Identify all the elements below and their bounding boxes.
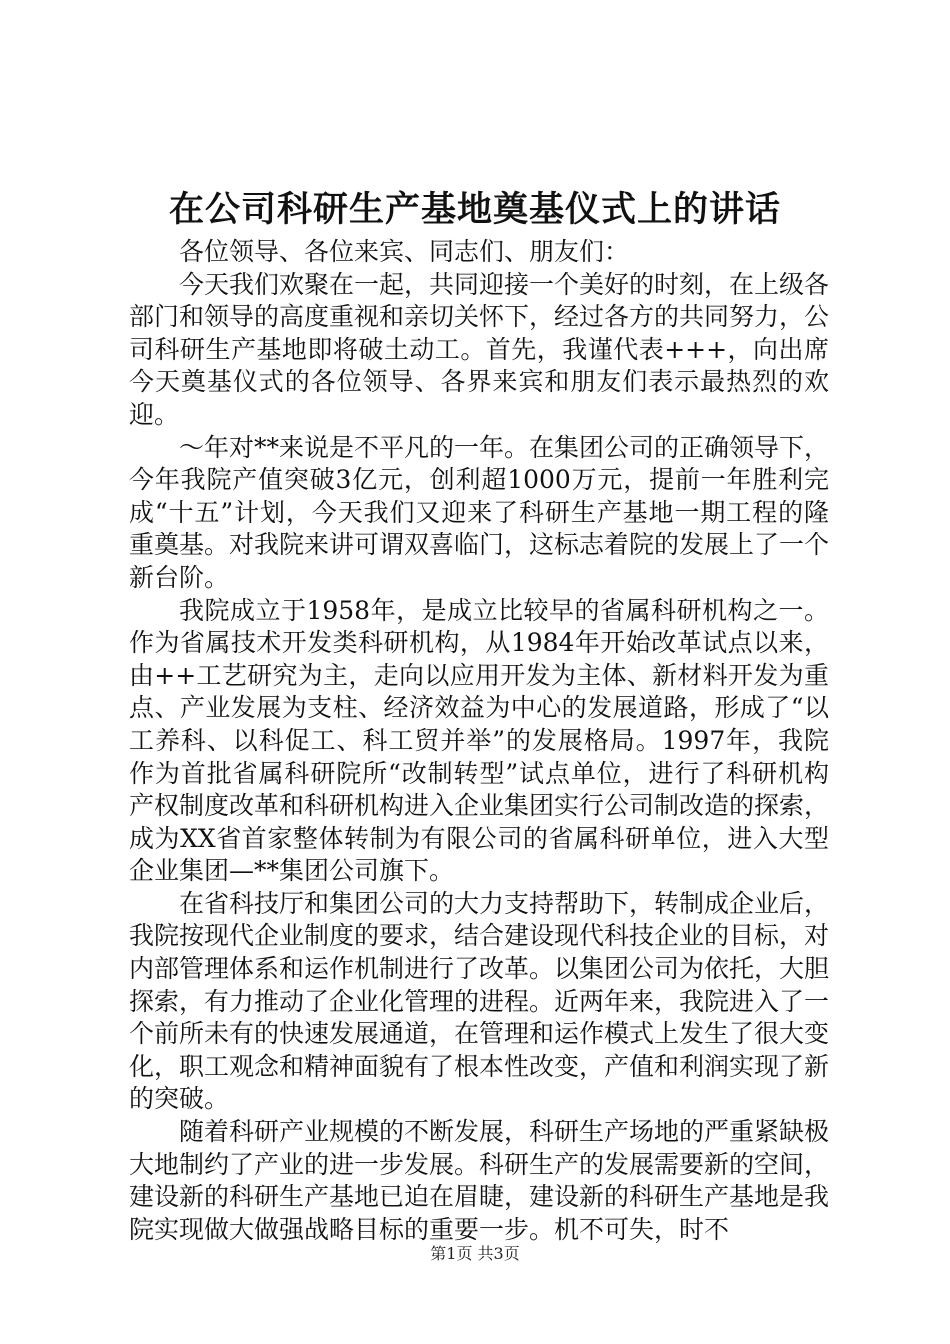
body-paragraph: 随着科研产业规模的不断发展，科研生产场地的严重紧缺极大地制约了产业的进一步发展。科研生产的发展需要新的空间，建设新的科研生产基地已迫在眉睫，建设新的科研生产基地是我院实现做大做强战略目标的重要一步。机不可失，时不	[129, 1117, 830, 1244]
body-paragraph: 我院成立于1958年，是成立比较早的省属科研机构之一。作为省属技术开发类科研机构，从1984年开始改革试点以来，由++工艺研究为主，走向以应用开发为主体、新材料开发为重点、产业发展为支柱、经济效益为中心的发展道路，形成了“以工养科、以科促工、科工贸并举”的发展格局。1997年，我院作为首批省属科研院所“改制转型”试点单位，进行了科研机构产权制度改革和科研机构进入企业集团实行公司制改造的探索，成为XX省首家整体转制为有限公司的省属科研单位，进入大型企业集团—**集团公司旗下。	[129, 595, 830, 886]
document-body	[129, 236, 829, 1246]
page-number-footer: 第1页 共3页	[430, 1244, 520, 1263]
salutation-paragraph: 各位领导、各位来宾、同志们、朋友们：	[179, 237, 630, 266]
body-paragraph: ～年对**来说是不平凡的一年。在集团公司的正确领导下，今年我院产值突破3亿元，创利超1000万元，提前一年胜利完成“十五”计划，今天我们又迎来了科研生产基地一期工程的隆重奠基。对我院来讲可谓双喜临门，这标志着院的发展上了一个新台阶。	[129, 432, 830, 592]
document-title: 在公司科研生产基地奠基仪式上的讲话	[168, 189, 781, 230]
body-paragraph: 今天我们欢聚在一起，共同迎接一个美好的时刻，在上级各部门和领导的高度重视和亲切关怀下，经过各方的共同努力，公司科研生产基地即将破土动工。首先，我谨代表+++，向出席今天奠基仪式的各位领导、各界来宾和朋友们表示最热烈的欢迎。	[129, 269, 830, 429]
body-paragraph: 在省科技厅和集团公司的大力支持帮助下，转制成企业后，我院按现代企业制度的要求，结合建设现代科技企业的目标，对内部管理体系和运作机制进行了改革。以集团公司为依托，大胆探索，有力推动了企业化管理的进程。近两年来，我院进入了一个前所未有的快速发展通道，在管理和运作模式上发生了很大变化，职工观念和精神面貌有了根本性改变，产值和利润实现了新的突破。	[129, 888, 830, 1114]
